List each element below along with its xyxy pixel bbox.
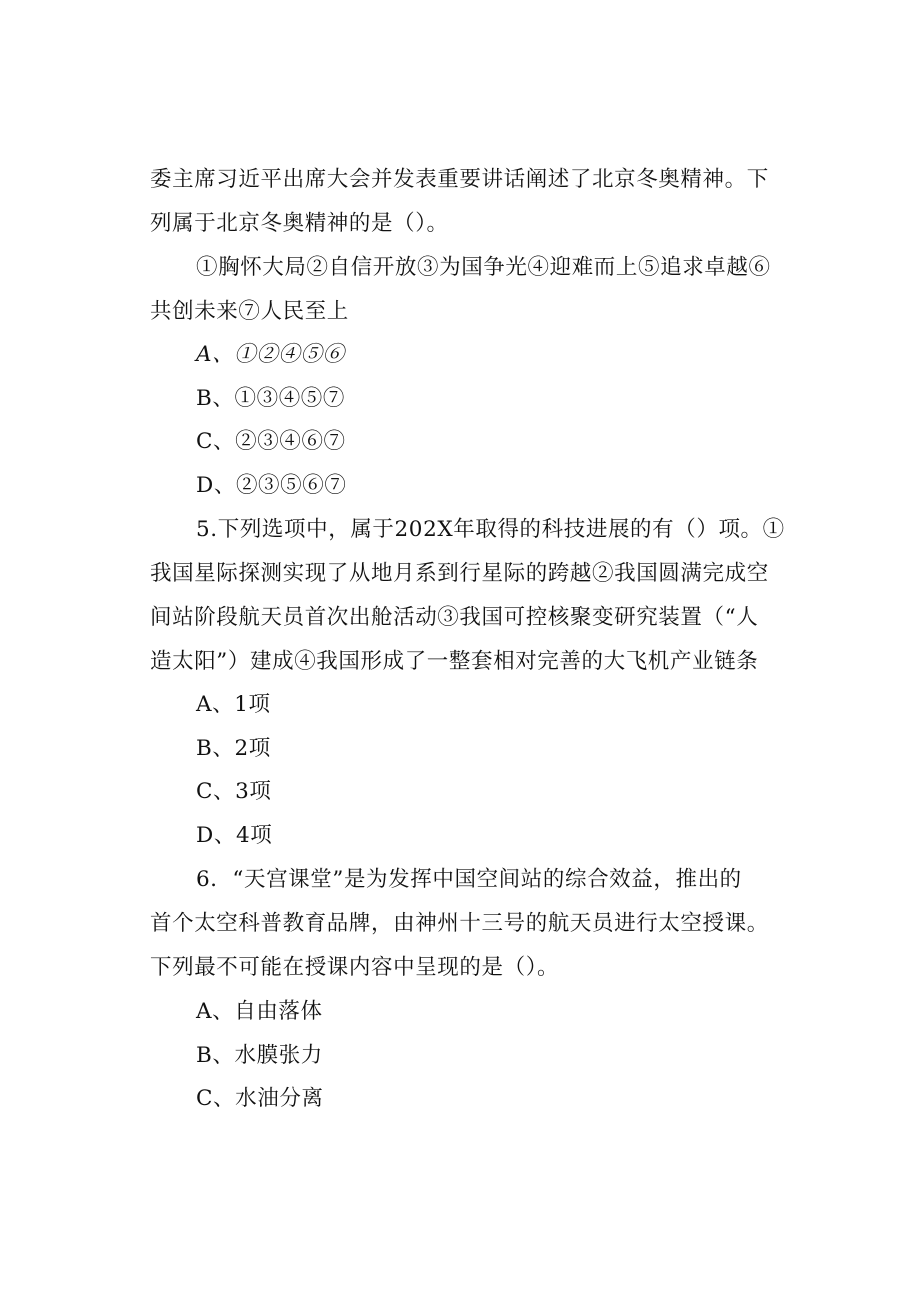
q5-stem-line-4: 造太阳”）建成④我国形成了一整套相对完善的大飞机产业链条	[150, 649, 759, 674]
q6-option-c: C、水油分离	[196, 1086, 324, 1111]
q6-option-a: A、自由落体	[196, 999, 323, 1024]
q6-stem-line-2: 首个太空科普教育品牌，由神州十三号的航天员进行太空授课。	[150, 911, 769, 936]
q5-stem-line-2: 我国星际探测实现了从地月系到行星际的跨越②我国圆满完成空	[150, 561, 769, 586]
q4-statements-line-1: ①胸怀大局②自信开放③为国争光④迎难而上⑤追求卓越⑥	[196, 255, 771, 280]
q5-option-a: A、1项	[196, 692, 271, 717]
q4-option-c: C、②③④⑥⑦	[196, 429, 346, 454]
q4-stem-line-1: 委主席习近平出席大会并发表重要讲话阐述了北京冬奥精神。下	[150, 167, 769, 192]
q6-stem-line-3: 下列最不可能在授课内容中呈现的是（）。	[150, 955, 560, 980]
q4-option-d: D、②③⑤⑥⑦	[196, 473, 347, 498]
q5-option-d: D、4项	[196, 823, 273, 848]
q6-option-b: B、水膜张力	[196, 1043, 323, 1068]
q4-stem-line-2: 列属于北京冬奥精神的是（）。	[150, 211, 449, 236]
q4-option-a: A、①②④⑤⑥	[196, 342, 345, 367]
q5-option-c: C、3项	[196, 779, 272, 804]
q5-stem-line-1: 5.下列选项中，属于202X年取得的科技进展的有（）项。①	[196, 517, 785, 542]
q6-stem-line-1: 6．“天宫课堂”是为发挥中国空间站的综合效益，推出的	[196, 867, 742, 892]
q5-stem-line-3: 间站阶段航天员首次出舱活动③我国可控核聚变研究装置（“人	[150, 605, 759, 630]
q5-option-b: B、2项	[196, 736, 271, 761]
q4-option-b: B、①③④⑤⑦	[196, 386, 346, 411]
q4-statements-line-2: 共创未来⑦人民至上	[150, 299, 349, 324]
